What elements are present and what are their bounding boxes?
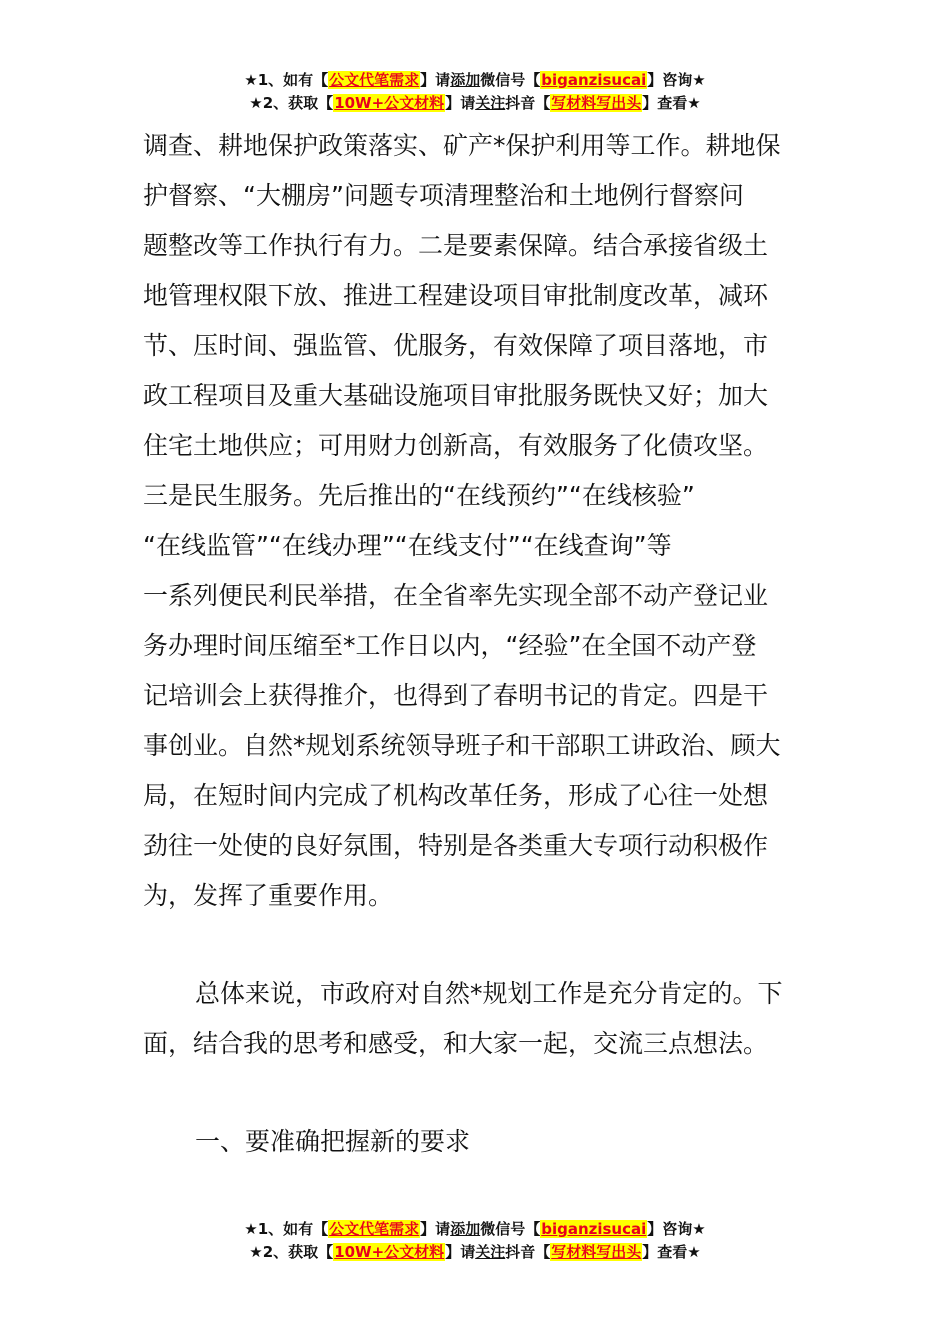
text-line: 调查、耕地保护政策落实、矿产*保护利用等工作。耕地保 [143,131,781,160]
text-line: 务办理时间压缩至*工作日以内，“经验”在全国不动产登 [143,631,757,660]
banner-text: 微信号【 [480,71,541,89]
banner-underlined: 添加 [450,71,481,89]
text-line: 一系列便民利民举措，在全省率先实现全部不动产登记业 [143,581,769,610]
banner-text: 】查看★ [642,94,701,112]
banner-highlight: biganzisucai [541,71,647,89]
text-line: 劲往一处使的良好氛围，特别是各类重大专项行动积极作 [143,831,769,860]
banner-highlight: 10W+公文材料 [334,94,445,112]
top-banner [0,69,950,115]
banner-text: ★2、获取【 [249,1243,334,1261]
section-heading: 一、要准确把握新的要求 [195,1127,471,1156]
banner-line-2 [0,92,950,115]
text-line: “在线监管”“在线办理”“在线支付”“在线查询”等 [143,531,672,560]
banner-text: ★1、如有【 [244,71,329,89]
text-line: 题整改等工作执行有力。二是要素保障。结合承接省级土 [143,231,769,260]
text-line: 政工程项目及重大基础设施项目审批服务既快又好；加大 [143,381,769,410]
banner-line-1 [0,69,950,92]
text-line: 面，结合我的思考和感受，和大家一起，交流三点想法。 [143,1029,769,1058]
banner-text: 微信号【 [480,1220,541,1238]
text-line: 地管理权限下放、推进工程建设项目审批制度改革，减环 [143,281,769,310]
banner-highlight: 公文代笔需求 [329,1220,420,1238]
text-line: 住宅土地供应；可用财力创新高，有效服务了化债攻坚。 [143,431,769,460]
banner-text: 抖音【 [505,94,551,112]
text-line: 总体来说，市政府对自然*规划工作是充分肯定的。下 [195,979,783,1008]
banner-underlined: 关注 [475,94,506,112]
banner-text: ★2、获取【 [249,94,334,112]
banner-text: 】咨询★ [647,1220,706,1238]
text-line: 局，在短时间内完成了机构改革任务，形成了心往一处想 [143,781,769,810]
banner-highlight: 写材料写出头 [551,94,642,112]
banner-text: 】请 [445,94,476,112]
banner-underlined: 关注 [475,1243,506,1261]
banner-line-1 [0,1218,950,1241]
text-line: 为，发挥了重要作用。 [143,881,394,910]
body-paragraph-2 [143,969,811,1069]
banner-line-2 [0,1241,950,1264]
banner-highlight: 写材料写出头 [551,1243,642,1261]
bottom-banner [0,1218,950,1264]
text-line: 事创业。自然*规划系统领导班子和干部职工讲政治、顾大 [143,731,781,760]
banner-text: ★1、如有【 [244,1220,329,1238]
banner-text: 抖音【 [505,1243,551,1261]
text-line: 三是民生服务。先后推出的“在线预约”“在线核验” [143,481,695,510]
banner-text: 】查看★ [642,1243,701,1261]
banner-highlight: 公文代笔需求 [329,71,420,89]
banner-text: 】咨询★ [647,71,706,89]
body-paragraph-1 [143,121,811,921]
text-line: 节、压时间、强监管、优服务，有效保障了项目落地，市 [143,331,769,360]
banner-highlight: 10W+公文材料 [334,1243,445,1261]
banner-text: 】请 [445,1243,476,1261]
banner-underlined: 添加 [450,1220,481,1238]
text-line: 护督察、“大棚房”问题专项清理整治和土地例行督察问 [143,181,744,210]
banner-text: 】请 [420,1220,451,1238]
banner-text: 】请 [420,71,451,89]
banner-highlight: biganzisucai [541,1220,647,1238]
text-line: 记培训会上获得推介，也得到了春明书记的肯定。四是干 [143,681,769,710]
